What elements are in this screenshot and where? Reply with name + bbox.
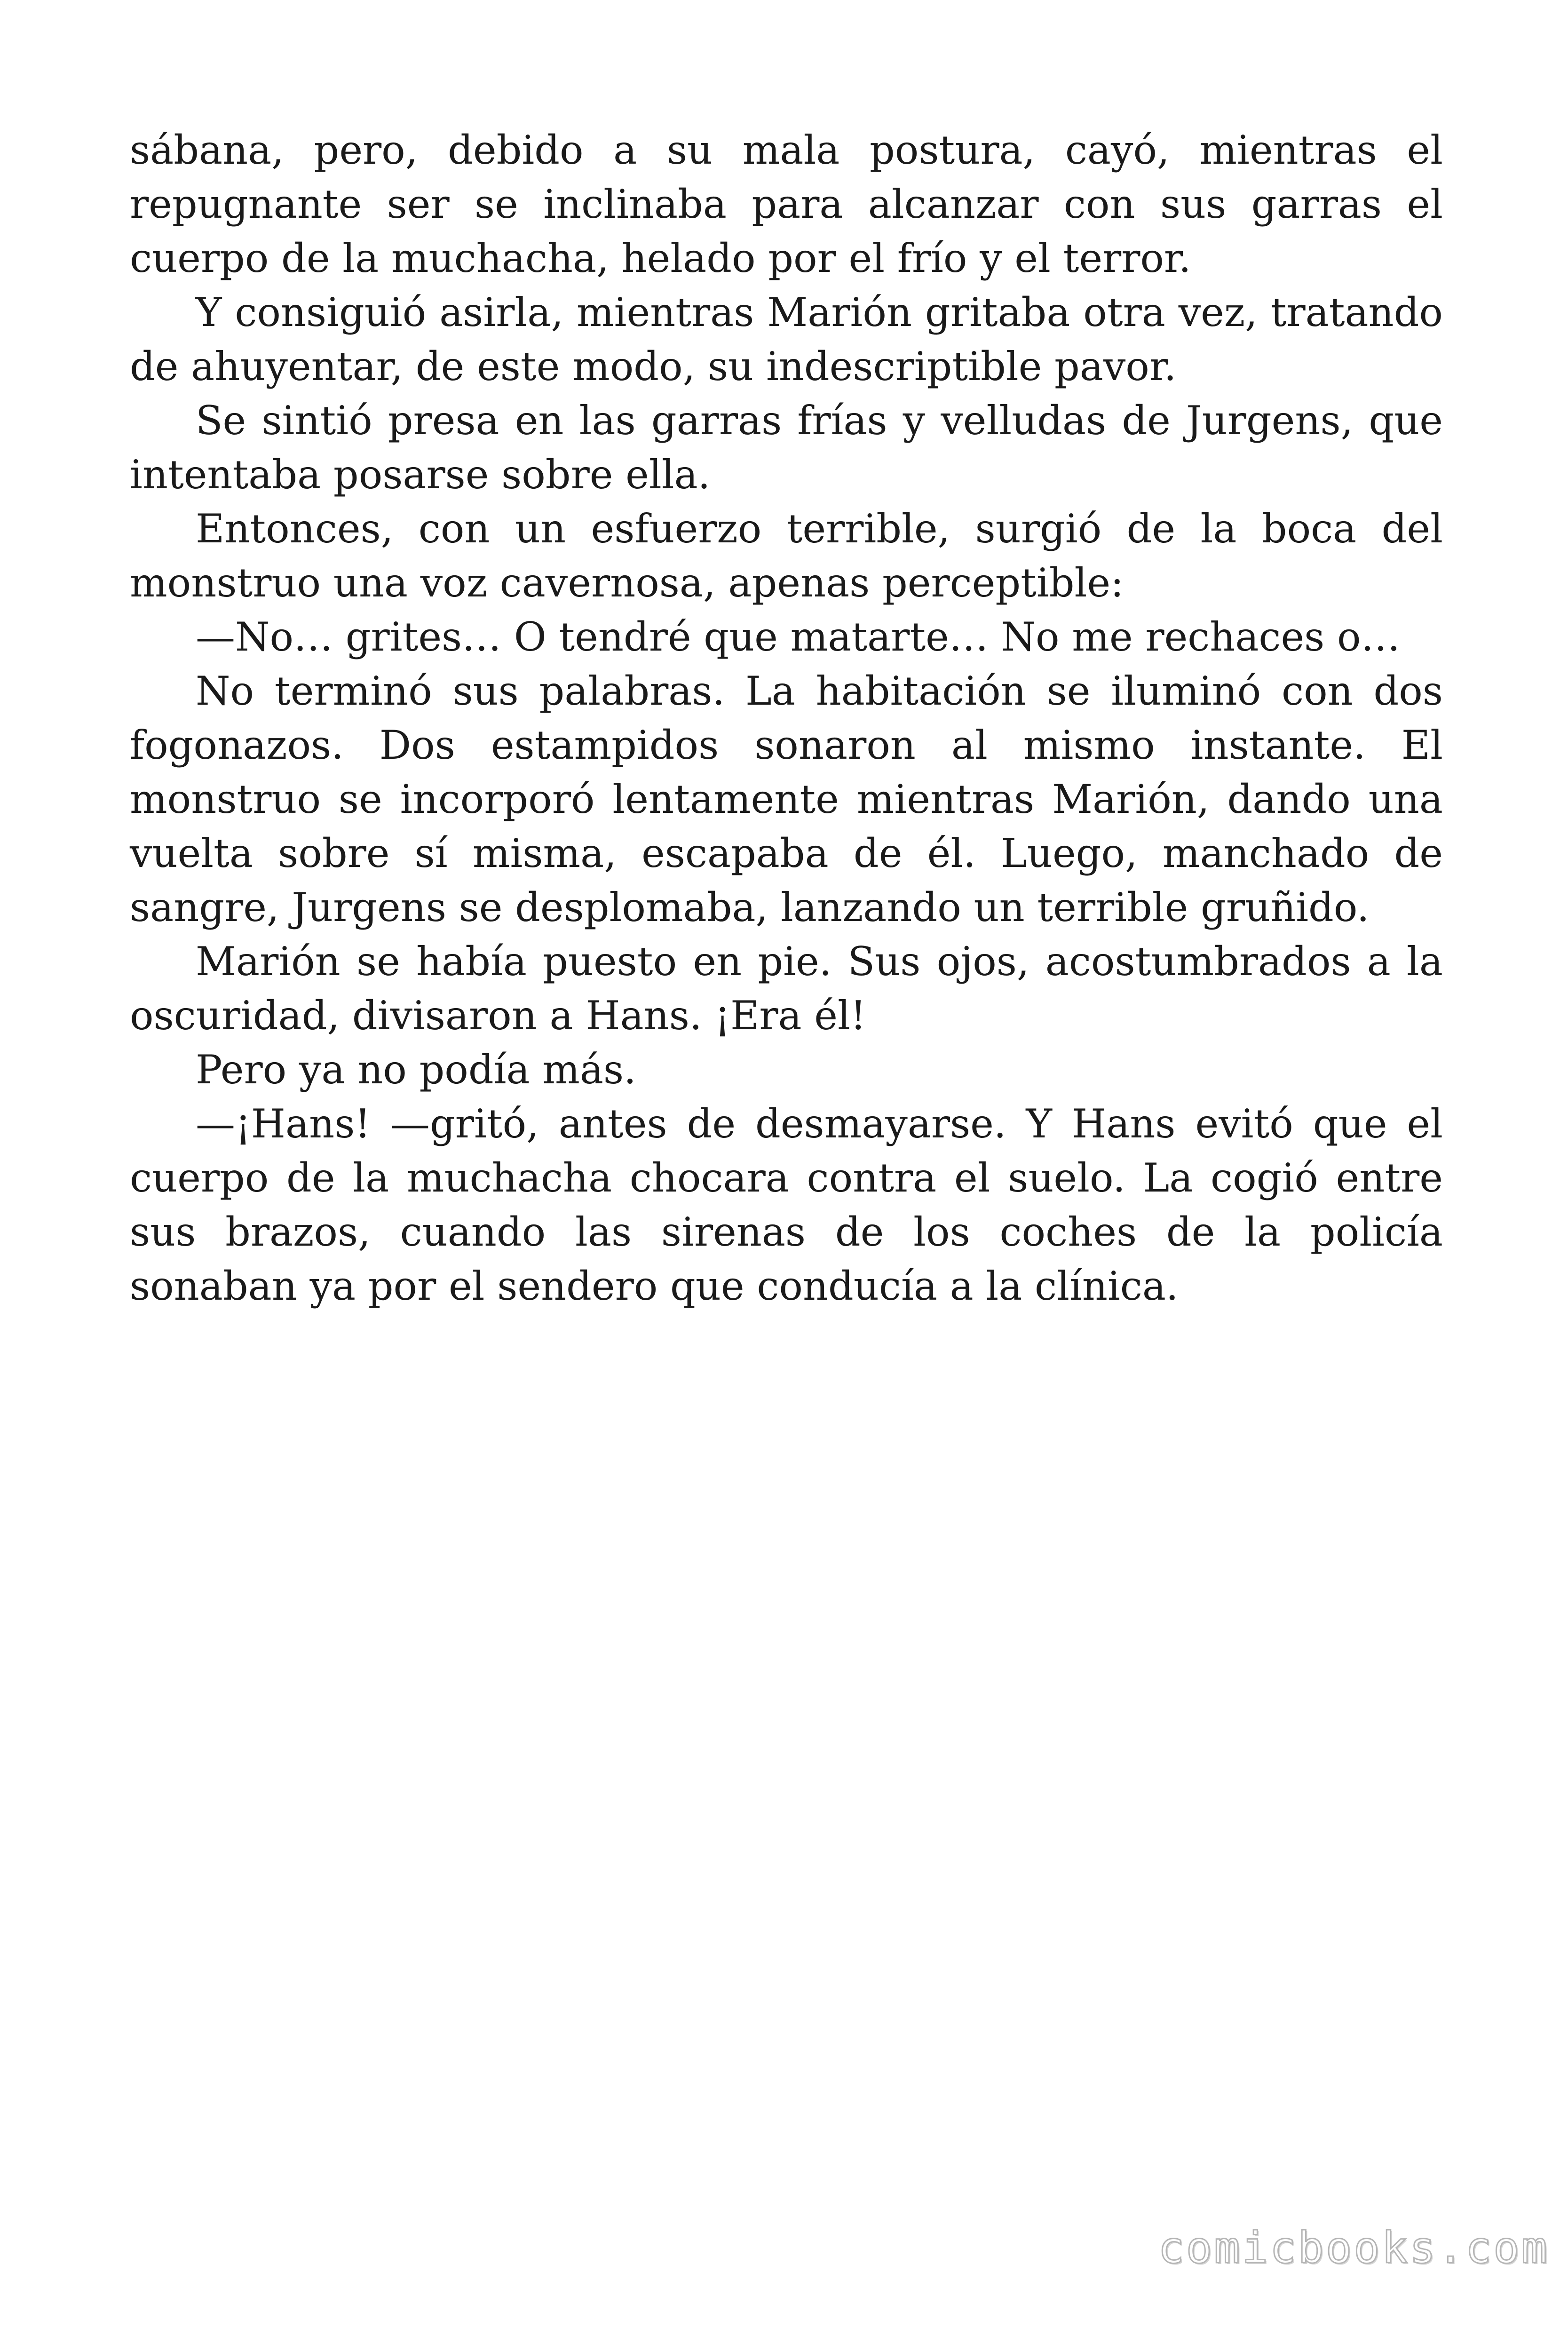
paragraph: Pero ya no podía más. [196, 1047, 636, 1093]
paragraph: Entonces, con un esfuerzo terrible, surgió de la boca del monstruo una voz cavernosa, apenas perceptible: [130, 506, 1443, 606]
watermark: comicbooks.com [1158, 2223, 1549, 2273]
paragraph: Se sintió presa en las garras frías y velludas de Jurgens, que intentaba posarse sobre ella. [130, 397, 1443, 498]
dialogue-paragraph: —No… grites… O tendré que matarte… No me rechaces o… [196, 614, 1401, 660]
paragraph: sábana, pero, debido a su mala postura, cayó, mientras el repugnante ser se inclinaba para alcanzar con sus garras el cuerpo de la muchacha, helado por el frío y el terror. [130, 127, 1443, 281]
body-text [130, 123, 1443, 1313]
dialogue-paragraph: —¡Hans! —gritó, antes de desmayarse. Y Hans evitó que el cuerpo de la muchacha chocara contra el suelo. La cogió entre sus brazos, cuando las sirenas de los coches de la policía sonaban ya por el sendero que conducía a la clínica. [130, 1101, 1443, 1309]
paragraph: No terminó sus palabras. La habitación se iluminó con dos fogonazos. Dos estampidos sonaron al mismo instante. El monstruo se incorporó lentamente mientras Marión, dando una vuelta sobre sí misma, escapaba de él. Luego, manchado de sangre, Jurgens se desplomaba, lanzando un terrible gruñido. [130, 668, 1443, 930]
paragraph: Y consiguió asirla, mientras Marión gritaba otra vez, tratando de ahuyentar, de este modo, su indescriptible pavor. [130, 289, 1443, 389]
paragraph: Marión se había puesto en pie. Sus ojos, acostumbrados a la oscuridad, divisaron a Hans. ¡Era él! [130, 938, 1443, 1039]
